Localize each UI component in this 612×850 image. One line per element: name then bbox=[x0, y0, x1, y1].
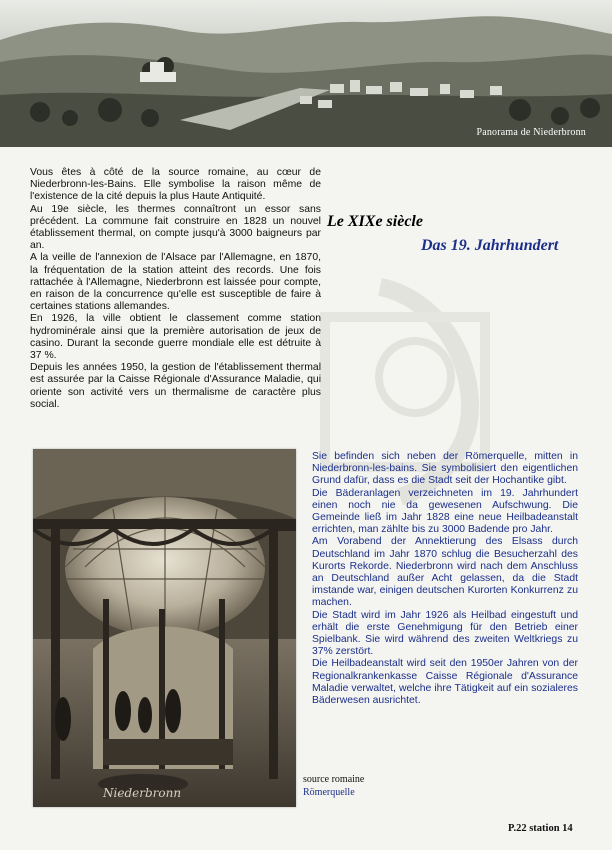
french-paragraph-4: En 1926, la ville obtient le classement comme station hydrominérale ainsi que la première autorisation de jeux de casino. Durant la seconde guerre mondiale elle est détruite à 37 %. bbox=[30, 313, 321, 362]
german-paragraph-4: Die Stadt wird im Jahr 1926 als Heilbad eingestuft und erhält die erste Genehmigung für den Betrieb einer Spielbank. Sie wird während des zweiten Weltkriegs zu 37% zerstört. bbox=[312, 609, 578, 658]
panorama-illustration bbox=[0, 0, 612, 147]
heading-french: Le XIXe siècle bbox=[327, 213, 423, 230]
french-paragraph-1: Vous êtes à côté de la source romaine, au cœur de Niederbronn-les-Bains. Elle symbolise la raison même de l'existence de la cité depuis la plus Haute Antiquité. bbox=[30, 167, 321, 203]
german-paragraph-2: Die Bäderanlagen verzeichneten im 19. Jahrhundert einen noch nie da gewesenen Aufschwung. Die Gemeinde ließ im Jahr 1828 eine neue Heilbadeanstalt errichten, man zählte bis zu 3000 Badende pro Jahr. bbox=[312, 487, 578, 536]
german-paragraph-5: Die Heilbadeanstalt wird seit den 1950er Jahren von der Regionalkrankenkasse Caisse Régionale d'Assurance Maladie verwaltet, welche ihre Tätigkeit auf ein sozialeres Bäderwesen ausrichtet. bbox=[312, 658, 578, 707]
french-paragraph-3: A la veille de l'annexion de l'Alsace par l'Allemagne, en 1870, la fréquentation de la station atteint des records. Une fois rattachée à l'Allemagne, Niederbronn est laissée pour compte, en raison de la concurrence qu'elle est susceptible de faire à certaines stations allemandes. bbox=[30, 252, 321, 313]
french-paragraph-5: Depuis les années 1950, la gestion de l'établissement thermal est assurée par la Caisse Régionale d'Assurance Maladie, qui oriente son activité vers un thermalisme de caractère plus social. bbox=[30, 362, 321, 410]
french-text-column bbox=[30, 167, 321, 411]
french-paragraph-2: Au 19e siècle, les thermes connaîtront un essor sans précédent. La commune fait construire en 1828 un nouvel établissement thermal, on compte jusqu'à 3000 baigneurs par an. bbox=[30, 203, 321, 252]
page-number: P.22 station 14 bbox=[508, 823, 573, 834]
photo-caption-german: Römerquelle bbox=[303, 787, 355, 798]
banner-caption: Panorama de Niederbronn bbox=[476, 127, 586, 138]
panorama-banner bbox=[0, 0, 612, 147]
photo-inscription: Niederbronn bbox=[103, 786, 182, 800]
source-romaine-photo bbox=[33, 449, 296, 807]
german-paragraph-3: Am Vorabend der Annektierung des Elsass durch Deutschland im Jahr 1870 schlug die Besucherzahl des Kurorts Rekorde. Niederbronn wird nach dem Anschluss an Deutschland außer Acht gelassen, da die Stadt imstande war, einigen deutschen Kurorten Konkurrenz zu machen. bbox=[312, 536, 578, 609]
photo-caption-french: source romaine bbox=[303, 774, 365, 785]
heading-german: Das 19. Jahrhundert bbox=[421, 237, 559, 254]
pavilion-illustration bbox=[33, 449, 296, 807]
german-paragraph-1: Sie befinden sich neben der Römerquelle, mitten in Niederbronn-les-bains. Sie symbolisiert den eigentlichen Grund dafür, dass es die Stadt seit der Hochantike gibt. bbox=[312, 451, 578, 487]
german-text-column bbox=[312, 451, 578, 707]
